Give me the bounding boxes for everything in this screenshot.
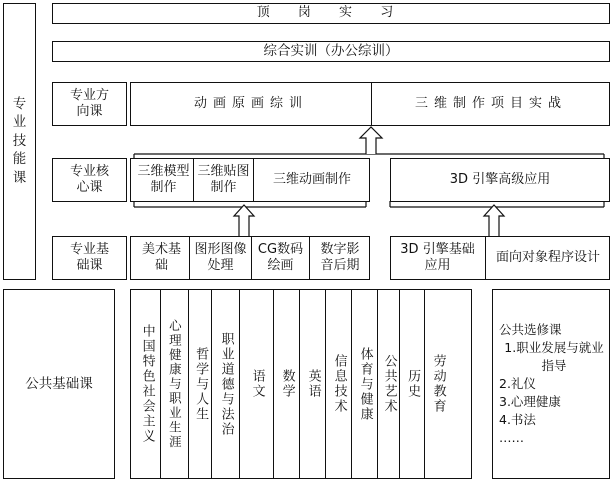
- electives-title: 公共选修课: [499, 321, 562, 337]
- public-course-column: 劳动教育: [430, 354, 446, 414]
- professional-skills-label: 专 业 技 能 课: [3, 3, 36, 280]
- public-course-column: 中国特色社会主义: [133, 289, 161, 479]
- public-course-column: 职业道德与法治: [212, 289, 240, 479]
- core-3d-engine-advanced-course: 3D 引擎高级应用: [390, 158, 610, 202]
- elective-item: 4.书法: [499, 412, 536, 428]
- public-course-column: 信息技术: [326, 289, 352, 479]
- public-course-column: 语文: [240, 289, 274, 479]
- foundation-course-label: 专业基础课: [52, 236, 127, 280]
- public-electives-box: [492, 289, 610, 479]
- direction-animation-course: 动画原画综训: [193, 95, 308, 111]
- core-3d-animation-course: 三维动画制作: [272, 171, 351, 187]
- foundation-art-basics-course: 美术基础: [134, 236, 190, 280]
- public-course-column: 心理健康与职业生涯: [161, 289, 189, 479]
- public-course-column: 数学: [274, 289, 300, 479]
- public-course-column: 体育与健康: [352, 289, 378, 479]
- direction-course-label: 专业方向课: [52, 82, 127, 126]
- core-3d-texture-course: 三维贴图制作: [194, 158, 254, 202]
- public-course-column: 英语: [300, 289, 326, 479]
- direction-3d-project-course: 三维制作项目实战: [371, 82, 610, 126]
- core-to-direction-arrow: [360, 127, 382, 154]
- internship-bar: 顶 岗 实 习: [52, 3, 610, 24]
- core-course-label: 专业核心课: [52, 158, 127, 202]
- core-3d-modeling-course: 三维模型制作: [134, 158, 194, 202]
- public-course-column: 公共艺术: [378, 289, 400, 479]
- foundation-to-core-right-arrow: [484, 205, 504, 236]
- foundation-image-processing-course: 图形图像处理: [190, 236, 252, 280]
- foundation-cg-painting-course: CG数码绘画: [252, 236, 310, 280]
- elective-item: 1.职业发展与就业指导: [504, 339, 604, 373]
- elective-item: 3.心理健康: [499, 394, 561, 410]
- elective-item: ……: [499, 430, 524, 446]
- public-course-column: 历史: [400, 289, 425, 479]
- foundation-digital-av-course: 数字影音后期: [320, 241, 360, 273]
- elective-item: 2.礼仪: [499, 375, 536, 391]
- public-foundation-label: 公共基础课: [3, 289, 115, 479]
- comprehensive-training-bar: 综合实训（办公综训）: [52, 41, 610, 62]
- foundation-to-core-left-arrow: [234, 205, 254, 236]
- foundation-3d-engine-basic-course: 3D 引擎基础应用: [390, 236, 486, 280]
- public-course-column: 哲学与人生: [189, 289, 212, 479]
- foundation-oop-course: 面向对象程序设计: [495, 249, 600, 265]
